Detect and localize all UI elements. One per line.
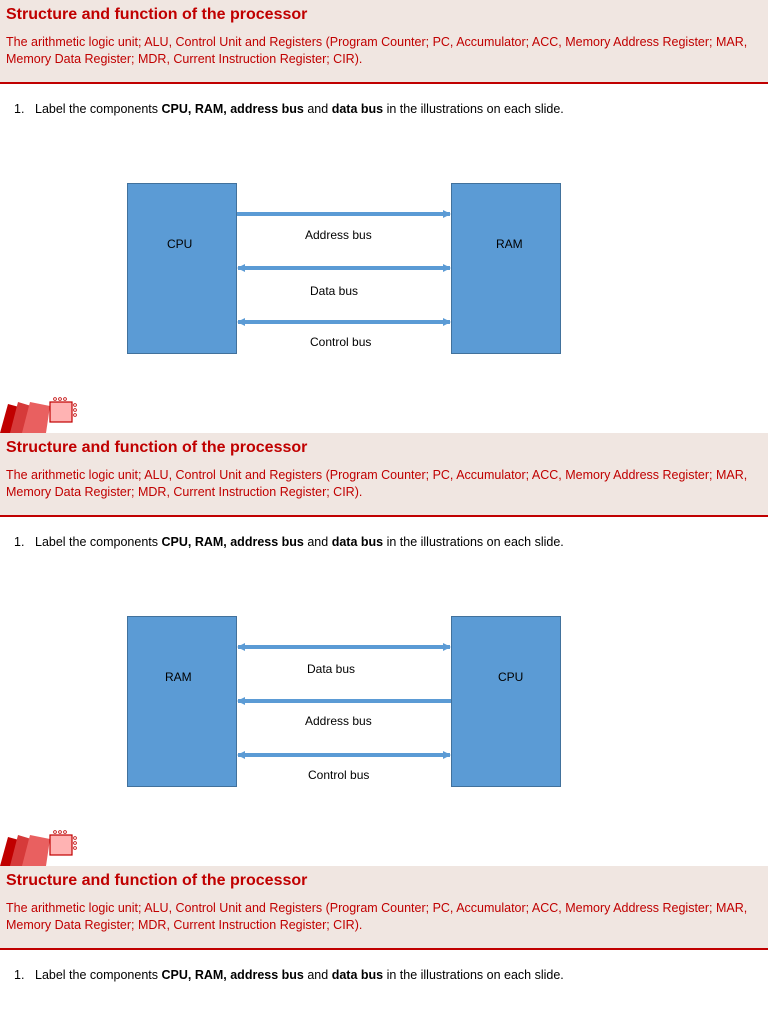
- slide-subtitle: The arithmetic logic unit; ALU, Control Unit and Registers (Program Counter; PC, Accumulator; ACC, Memory Address Register; MAR, Memory Data Register; MDR, Current Instruction Register; CIR).: [6, 468, 748, 499]
- instruction-bold: CPU, RAM, address bus: [161, 968, 304, 982]
- slide-1: [0, 0, 768, 433]
- box-label: CPU: [498, 670, 524, 684]
- instruction-bold: CPU, RAM, address bus: [161, 535, 304, 549]
- instruction-text: Label the components: [35, 968, 162, 982]
- instruction-text: and: [303, 535, 332, 549]
- instruction-text: in the illustrations on each slide.: [383, 535, 564, 549]
- instruction-number: 1.: [14, 968, 25, 982]
- slide-subtitle: The arithmetic logic unit; ALU, Control Unit and Registers (Program Counter; PC, Accumulator; ACC, Memory Address Register; MAR, Memory Data Register; MDR, Current Instruction Register; CIR).: [6, 901, 748, 932]
- bus-label: Control bus: [308, 768, 370, 782]
- chip-logo-icon: [0, 829, 80, 866]
- box-label: RAM: [496, 237, 523, 251]
- bus-label: Address bus: [305, 714, 372, 728]
- instruction-bold: data bus: [331, 968, 384, 982]
- bus-label: Data bus: [310, 284, 359, 298]
- slide-subtitle: The arithmetic logic unit; ALU, Control Unit and Registers (Program Counter; PC, Accumulator; ACC, Memory Address Register; MAR, Memory Data Register; MDR, Current Instruction Register; CIR).: [6, 35, 748, 66]
- instruction-bold: data bus: [331, 102, 384, 116]
- instruction-text: Label the components: [35, 102, 162, 116]
- instruction-number: 1.: [14, 535, 25, 549]
- instruction: [14, 968, 564, 982]
- box-label: CPU: [167, 237, 193, 251]
- slide-header: [0, 866, 768, 950]
- slide-title: Structure and function of the processor: [6, 6, 308, 23]
- instruction-text: Label the components: [35, 535, 162, 549]
- instruction-text: in the illustrations on each slide.: [383, 102, 564, 116]
- bus-arrows: [0, 0, 768, 433]
- instruction-bold: data bus: [331, 535, 384, 549]
- bus-arrows: [0, 433, 768, 866]
- instruction-bold: CPU, RAM, address bus: [161, 102, 304, 116]
- bus-label: Control bus: [310, 335, 372, 349]
- bus-label: Data bus: [307, 662, 356, 676]
- bus-label: Address bus: [305, 228, 372, 242]
- slide-2: [0, 433, 768, 866]
- instruction-text: and: [303, 968, 332, 982]
- slide-3: [0, 866, 768, 1024]
- slide-title: Structure and function of the processor: [6, 872, 308, 889]
- instruction-text: in the illustrations on each slide.: [383, 968, 564, 982]
- box-label: RAM: [165, 670, 192, 684]
- chip-logo-icon: [0, 396, 80, 433]
- instruction-number: 1.: [14, 102, 25, 116]
- instruction-text: and: [303, 102, 332, 116]
- slide-title: Structure and function of the processor: [6, 439, 308, 456]
